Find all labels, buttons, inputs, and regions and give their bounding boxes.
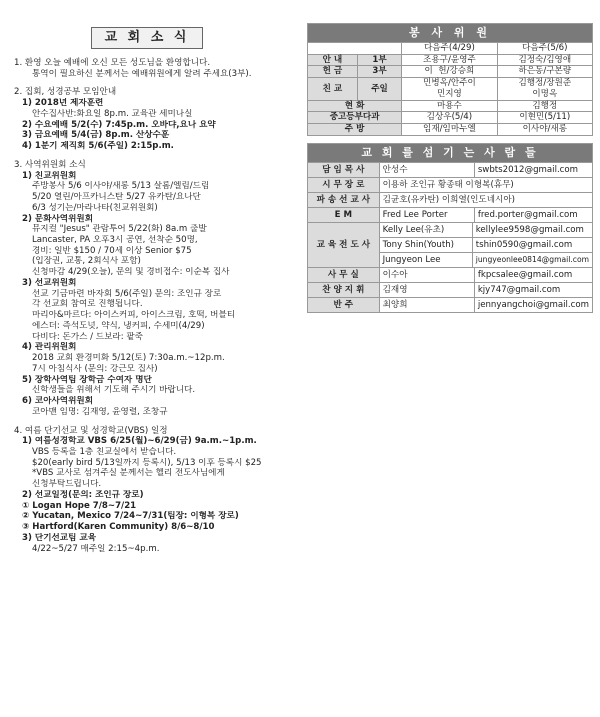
staff-email[interactable]: kellylee9598@gmail.com [472, 223, 592, 238]
service-week1: 마용수 [402, 100, 497, 112]
news-line: 4) 1분기 제직회 5/6(주일) 2:15p.m. [22, 141, 174, 152]
service-row [308, 124, 593, 136]
news-line: 다비다: 돈가스 / 드보라: 팥죽 [32, 331, 143, 342]
service-service: 주일 [357, 78, 401, 100]
staff-name: 이수아 [379, 267, 474, 282]
news-line: Lancaster, PA 오후3시 공연, 선착순 50명, [32, 235, 198, 246]
service-week1: 김상우(5/4) [402, 112, 497, 124]
staff-row [308, 282, 593, 297]
staff-role: 담 임 목 사 [308, 162, 380, 177]
service-week2: 이사야/새롱 [497, 124, 592, 136]
news-line: 2) 수요예배 5/2(수) 7:45p.m. 오바댜,요나 요약 [22, 119, 216, 130]
staff-email[interactable]: fred.porter@gmail.com [474, 207, 592, 222]
news-line: 1) 2018년 제자훈련 [22, 98, 104, 109]
news-line: 에스더: 즉석도넛, 약식, 냉커피, 수세미(4/29) [32, 320, 205, 331]
service-table [307, 23, 593, 136]
news-line: 주방봉사 5/6 이사야/새롱 5/13 살롬/엘림/드림 [32, 181, 210, 192]
service-row [308, 54, 593, 66]
service-week2: 이현민(5/11) [497, 112, 592, 124]
service-week2: 김정숙/김영애 [497, 54, 592, 66]
news-line: 1) 친교위원회 [22, 170, 77, 181]
staff-row [308, 222, 593, 267]
news-line: 안수집사반:화요일 8p.m. 교육관 세미나실 [32, 108, 193, 119]
news-line: 4) 관리위원회 [22, 342, 77, 353]
news-line: 2) 선교일정(문의: 조인규 장로) [22, 489, 144, 500]
service-row [308, 78, 593, 100]
news-line: ① Logan Hope 7/8~7/21 [22, 500, 137, 511]
service-week1: 조용구/윤영주 [402, 54, 497, 66]
news-section-heading: 4. 여름 단기선교 및 성경학교(VBS) 일정 [14, 425, 168, 436]
service-role: 현 화 [308, 100, 402, 112]
news-line: 경비: 일반 $150 / 70세 이상 Senior $75 [32, 245, 192, 256]
news-line: *VBS 교사로 섬겨주실 분께서는 헬리 전도사님에게 [32, 468, 225, 479]
news-line: 뮤지컬 "Jesus" 관람투어 5/22(화) 8a.m 출발 [32, 224, 207, 235]
news-line: ② Yucatan, Mexico 7/24~7/31(팀장: 이형복 장로) [22, 511, 239, 522]
service-empty-cell [308, 43, 402, 55]
service-row [308, 100, 593, 112]
staff-row [308, 267, 593, 282]
staff-name: Kelly Lee(유초) [380, 223, 473, 238]
staff-email[interactable]: kjy747@gmail.com [474, 282, 592, 297]
staff-email[interactable]: swbts2012@gmail.com [474, 162, 592, 177]
staff-title: 교 회 를 섬 기 는 사 람 들 [308, 143, 593, 162]
staff-row [308, 297, 593, 312]
news-line: 6/3 성기는/마라나타(친교위원회) [32, 202, 158, 213]
news-line: 7시 아침식사 (문의: 강근모 집사) [32, 363, 158, 374]
service-date-1: 다음주(4/29) [402, 43, 497, 55]
service-week2: 김행정/장원준 이명옥 [497, 78, 592, 100]
service-title: 봉 사 위 원 [308, 24, 593, 43]
staff-name: 최양희 [379, 297, 474, 312]
service-week2: 김행정 [497, 100, 592, 112]
staff-table [307, 143, 593, 313]
news-line: 각 선교회 참여로 진행됩니다. [32, 299, 143, 310]
news-line: 1) 여름성경학교 VBS 6/25(월)~6/29(금) 9a.m.~1p.m. [22, 436, 257, 447]
service-role: 친 교 [308, 78, 358, 100]
news-content [14, 58, 299, 554]
news-line: 마리아&마르다: 아이스커피, 아이스크림, 호떡, 버블티 [32, 310, 236, 321]
news-line: 신학생들을 위해서 기도해 주시기 바랍니다. [32, 385, 196, 396]
service-row [308, 112, 593, 124]
service-role: 안 내 [308, 54, 358, 66]
staff-name: 안성수 [379, 162, 474, 177]
service-row [308, 66, 593, 78]
news-line: 2) 문화사역위원회 [22, 213, 94, 224]
news-section [14, 87, 299, 151]
news-section-heading: 3. 사역위원회 소식 [14, 159, 86, 170]
staff-name: 이용하 조인규 황종태 이형복(휴무) [379, 177, 592, 192]
service-week2: 하은동/구본량 [497, 66, 592, 78]
news-line: (입장권, 교통, 2회식사 포함) [32, 256, 141, 267]
staff-name: Jungyeon Lee [380, 252, 473, 267]
service-date-2: 다음주(5/6) [497, 43, 592, 55]
news-line: 신청마감 4/29(오늘), 문의 및 경비접수: 이순복 집사 [32, 267, 230, 278]
staff-role: 파 송 선 교 사 [308, 192, 380, 207]
staff-name: 김재영 [379, 282, 474, 297]
service-role: 헌 금 [308, 66, 358, 78]
news-line: VBS 등록을 1층 친교실에서 받습니다. [32, 446, 177, 457]
news-line: 코아맨 임명: 김재영, 윤영렬, 조창규 [32, 406, 168, 417]
staff-name: Fred Lee Porter [379, 207, 474, 222]
service-rows [308, 54, 593, 135]
service-week1: 민병옥/안주이 민지영 [402, 78, 497, 100]
service-week1: 이 헌/강승희 [402, 66, 497, 78]
staff-name: Tony Shin(Youth) [380, 237, 473, 252]
service-role: 주 방 [308, 124, 402, 136]
news-line: 6) 코아사역위원회 [22, 396, 94, 407]
service-service: 3부 [357, 66, 401, 78]
service-week1: 임재/임마누엘 [402, 124, 497, 136]
staff-role: 사 무 실 [308, 267, 380, 282]
news-line: 통역이 필요하신 분께서는 예배위원에게 알려 주세요(3부). [32, 68, 252, 79]
news-line: 3) 단기선교팀 교육 [22, 532, 97, 543]
service-role: 중고등부다과 [308, 112, 402, 124]
staff-role: 시 무 장 로 [308, 177, 380, 192]
news-section [14, 58, 299, 79]
news-section-heading: 2. 집회, 성경공부 모임안내 [14, 87, 117, 98]
news-line: 신청부탁드립니다. [32, 479, 102, 490]
right-column [307, 23, 593, 313]
staff-email[interactable]: jennyangchoi@gmail.com [474, 297, 592, 312]
news-line: 2018 교회 환경미화 5/12(토) 7:30a.m.~12p.m. [32, 353, 225, 364]
news-section-heading: 1. 환영 오늘 예배에 오신 모든 성도님을 환영합니다. [14, 58, 211, 68]
news-line: 5) 장학사역팀 장학금 수여자 명단 [22, 374, 152, 385]
staff-role: 교 육 전 도 사 [308, 222, 380, 267]
staff-role: 찬 양 지 휘 [308, 282, 380, 297]
staff-email[interactable]: tshin0590@gmail.com [472, 237, 592, 252]
staff-row [308, 207, 593, 222]
staff-email[interactable]: fkpcsalee@gmail.com [474, 267, 592, 282]
news-line: 5/20 열린/아프카니스탄 5/27 유카탄/요나단 [32, 192, 201, 203]
staff-row [308, 162, 593, 177]
staff-row [308, 192, 593, 207]
staff-role: E M [308, 207, 380, 222]
news-line: 3) 금요예배 5/4(금) 8p.m. 산상수훈 [22, 130, 170, 141]
staff-role: 반 주 [308, 297, 380, 312]
news-line: 선교 기금마련 바자회 5/6(주일) 문의: 조인규 장로 [32, 288, 222, 299]
staff-rows [308, 162, 593, 312]
news-line: $20(early bird 5/13일까지 등록시), 5/13 이후 등록시 $25 [32, 457, 262, 468]
staff-email[interactable]: jungyeonlee0814@gmail.com [475, 255, 589, 265]
news-line: 4/22~5/27 매주일 2:15~4p.m. [32, 543, 160, 554]
news-line: ③ Hartford(Karen Community) 8/6~8/10 [22, 522, 215, 533]
staff-edu-box [379, 222, 592, 267]
news-section [14, 160, 299, 418]
staff-name: 김균호(유카탄) 이희열(인도네시아) [379, 192, 592, 207]
news-section [14, 426, 299, 555]
staff-row [308, 177, 593, 192]
news-title: 교 회 소 식 [91, 27, 203, 49]
news-line: 3) 선교위원회 [22, 277, 77, 288]
service-service: 1부 [357, 54, 401, 66]
